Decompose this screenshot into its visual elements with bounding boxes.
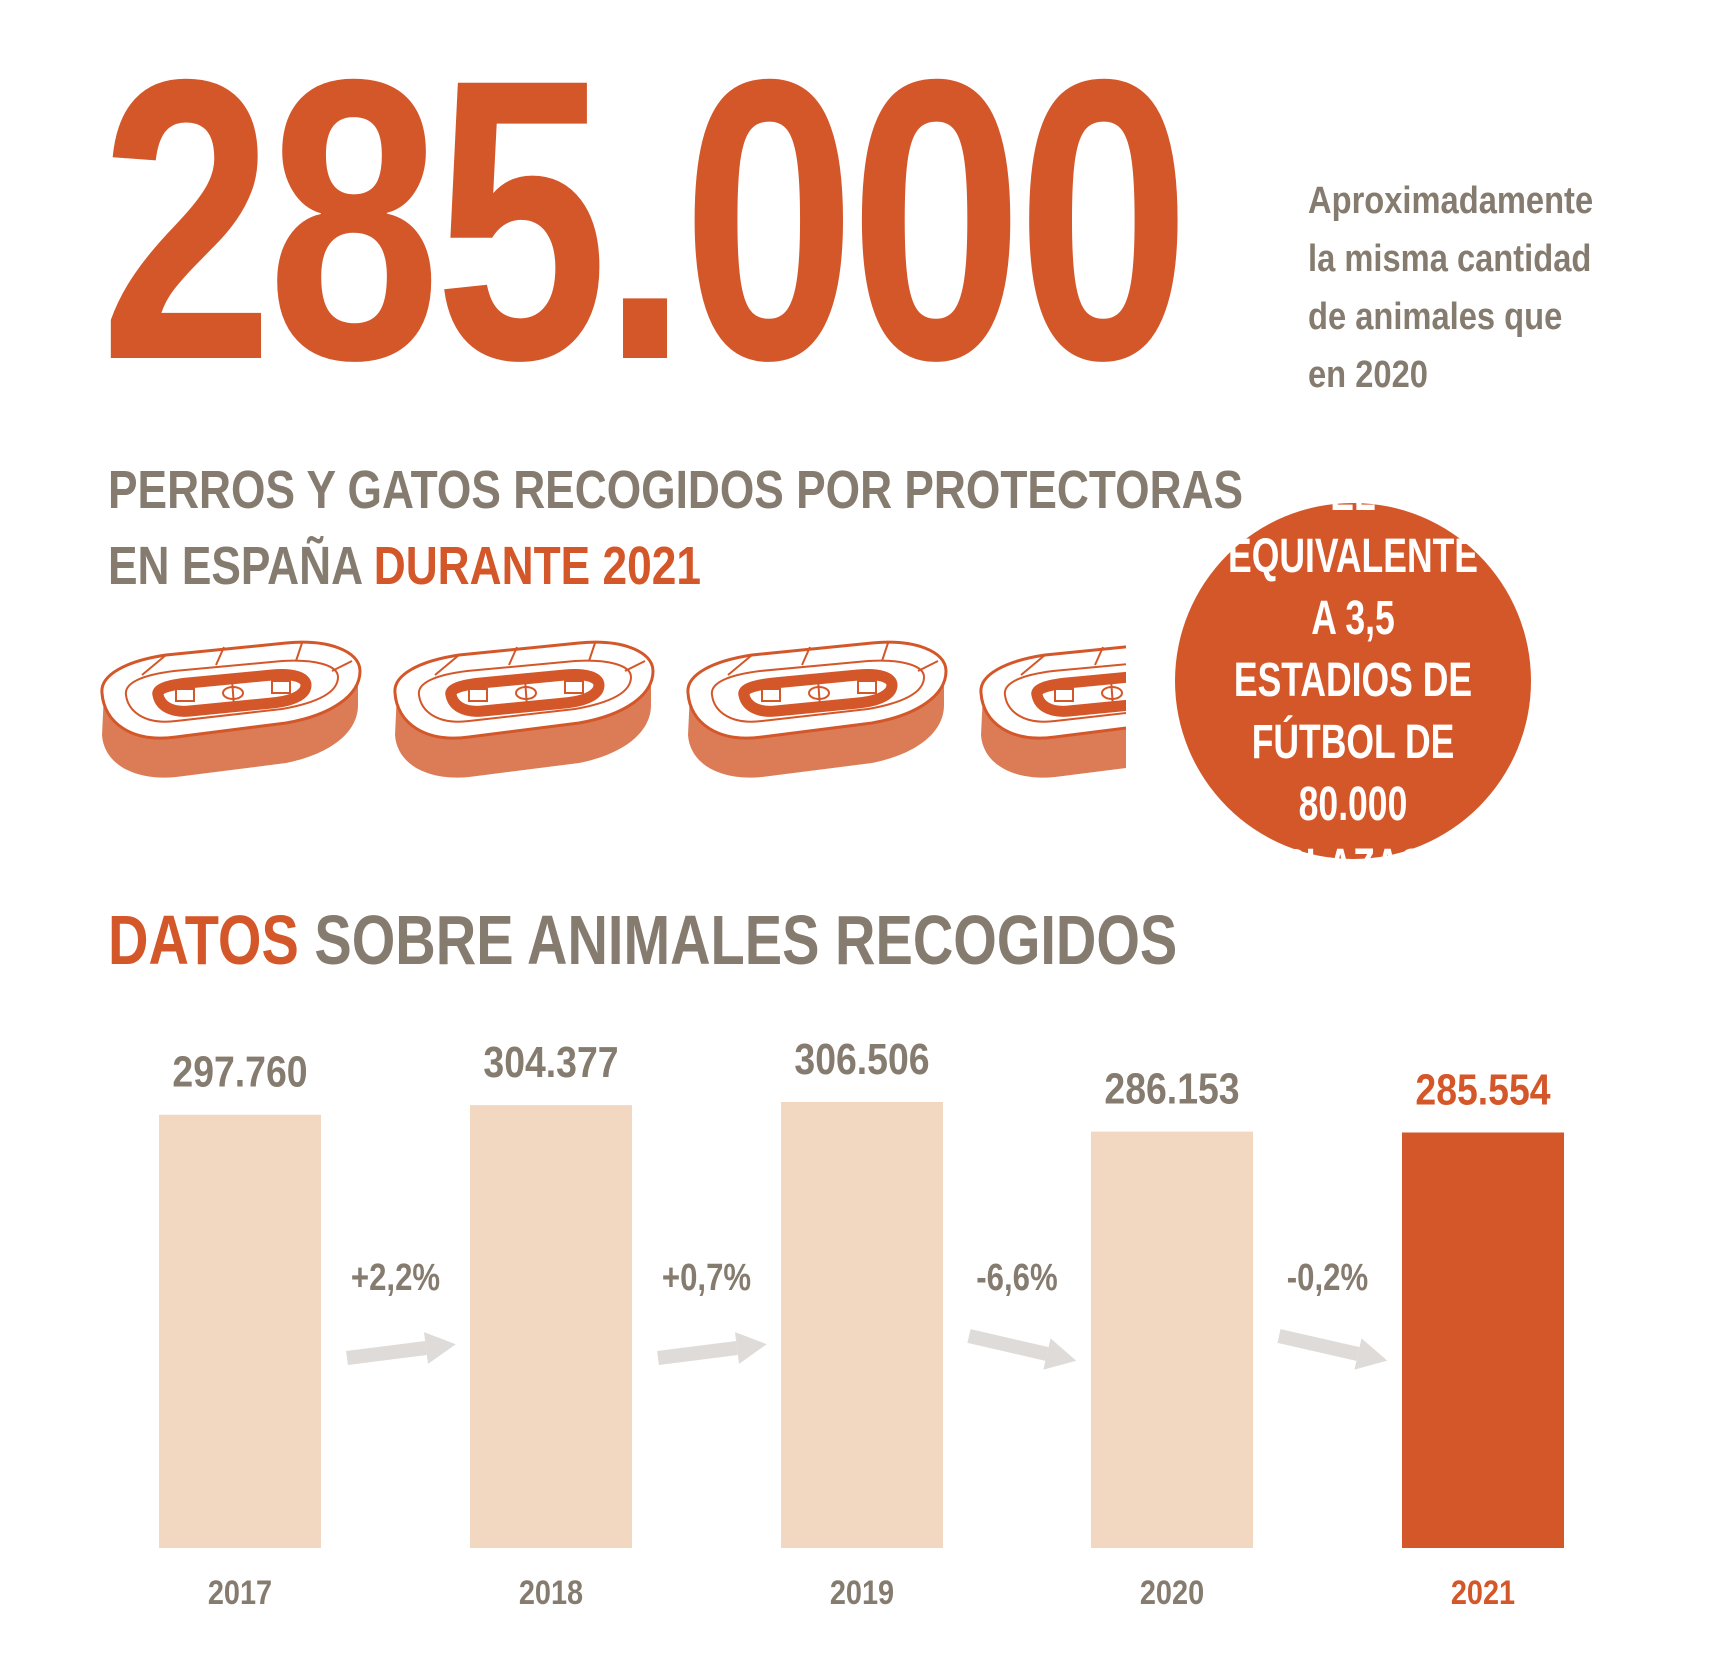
x-tick-label: 2019 (829, 1572, 895, 1612)
change-label: +0,7% (661, 1257, 752, 1299)
equivalence-line: A 3,5 ESTADIOS DE (1233, 592, 1473, 707)
hero-note-line: de animales que (1308, 296, 1563, 338)
bar (781, 1102, 943, 1548)
bar-value-label: 297.760 (172, 1046, 308, 1097)
section-title-rest: SOBRE ANIMALES RECOGIDOS (298, 901, 1178, 979)
bar-value-label: 306.506 (794, 1034, 930, 1084)
change-arrowhead (424, 1332, 456, 1364)
equivalence-line: EL EQUIVALENTE (1228, 468, 1478, 583)
equivalence-line: FÚTBOL DE 80.000 (1251, 716, 1455, 831)
headline-line-1: PERROS Y GATOS RECOGIDOS POR PROTECTORAS (108, 460, 1244, 520)
x-tick-label: 2017 (207, 1572, 273, 1612)
bar (1402, 1132, 1564, 1548)
bar (1091, 1132, 1253, 1548)
headline-line-2-plain: EN ESPAÑA (108, 536, 374, 596)
x-tick-label: 2018 (518, 1572, 584, 1612)
bar-value-label: 304.377 (483, 1037, 619, 1087)
bar-value-label: 285.554 (1415, 1064, 1551, 1115)
bar (159, 1115, 321, 1548)
equivalence-line: PLAZAS (1281, 840, 1425, 893)
change-label: -6,6% (976, 1257, 1058, 1299)
change-arrow (658, 1348, 737, 1358)
change-arrowhead (1043, 1338, 1076, 1369)
hero-note-line: la misma cantidad (1308, 238, 1592, 280)
section-title-accent: DATOS (108, 901, 299, 979)
change-arrow (347, 1348, 426, 1358)
x-tick-label: 2021 (1450, 1572, 1516, 1612)
change-label: +2,2% (350, 1257, 441, 1299)
hero-note-line: en 2020 (1308, 354, 1428, 396)
hero-number: 285.000 (100, 0, 1185, 443)
headline-line-2-accent: DURANTE 2021 (373, 536, 702, 596)
hero-note-line: Aproximadamente (1308, 180, 1594, 222)
change-label: -0,2% (1286, 1257, 1369, 1299)
bar-value-label: 286.153 (1104, 1063, 1240, 1114)
change-arrowhead (1354, 1338, 1387, 1369)
change-arrowhead (735, 1332, 767, 1364)
bar (470, 1105, 632, 1548)
x-tick-label: 2020 (1139, 1572, 1205, 1612)
change-arrow (1279, 1336, 1358, 1354)
change-arrow (969, 1336, 1047, 1354)
